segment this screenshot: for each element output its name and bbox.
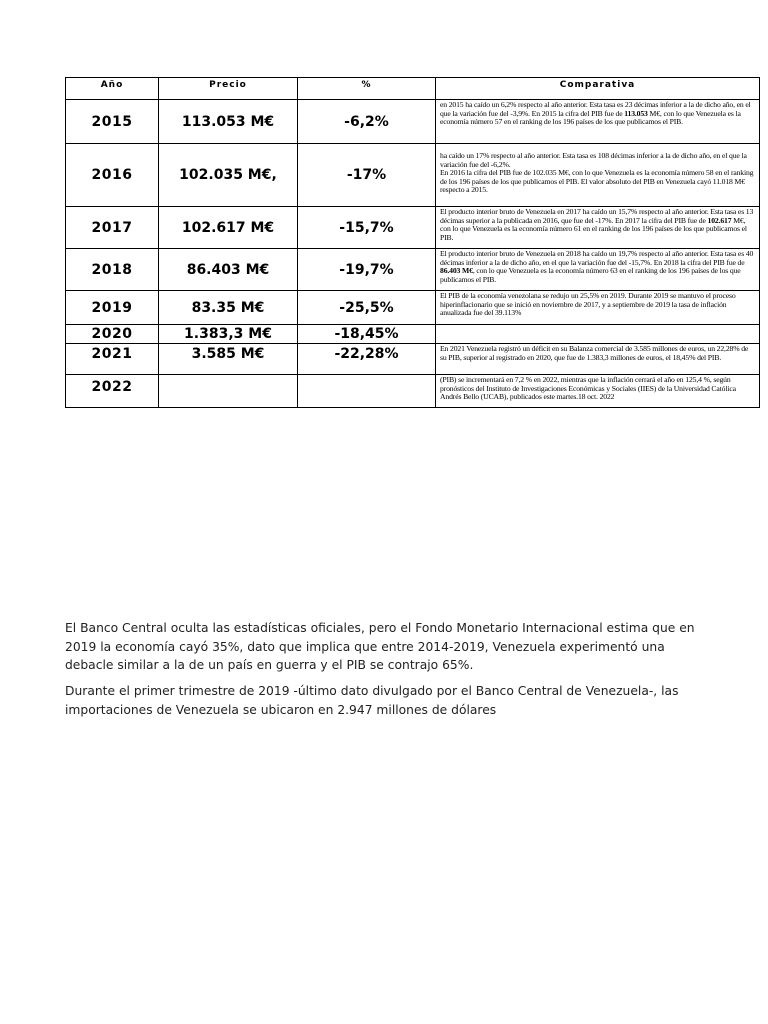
price-cell: 1.383,3 M€: [159, 325, 298, 344]
header-comparison: Comparativa: [436, 78, 760, 100]
percent-cell: -25,5%: [298, 291, 436, 325]
price-cell: 83.35 M€: [159, 291, 298, 325]
year-cell: 2015: [66, 100, 159, 144]
year-cell: 2020: [66, 325, 159, 344]
comparison-text: En 2021 Venezuela registró un déficit en su Balanza comercial de 3.585 millones de euros, un 22,28% de su PIB, superior al registrado en 2020, que fue de 1.383,3 millones de euros, el 18,45% del PIB.: [440, 344, 749, 362]
comparison-bold: 102.617: [707, 215, 732, 225]
comparison-cell: [436, 375, 760, 408]
price-cell: 3.585 M€: [159, 344, 298, 375]
comparison-cell: [436, 144, 760, 207]
year-cell: 2017: [66, 207, 159, 249]
comparison-text: El producto interior bruto de Venezuela en 2017 ha caído un 15,7% respecto al año anterior. Esta tasa es 13 décimas superior a la publicada en 2016, que fue del -17%. En 2017 la cifra del PIB fue de: [440, 207, 754, 225]
comparison-text: El producto interior bruto de Venezuela en 2018 ha caído un 19,7% respecto al año anterior. Esta tasa es 40 décimas inferior a la de dicho año, en el que la variación fue del -15,7%. En 2018 la cifra del PIB fue de: [440, 249, 754, 267]
comparison-bold: 86.403 M€: [440, 266, 473, 276]
price-cell: 86.403 M€: [159, 249, 298, 291]
comparison-text: M€, con lo que Venezuela es la economía número 61 en el ranking de los 196 países de los que publicamos el PIB.: [440, 215, 747, 242]
comparison-text: M€, con lo que Venezuela es la economía número 57 en el ranking de los 196 países de los que publicamos el PIB.: [440, 108, 741, 127]
year-cell: 2019: [66, 291, 159, 325]
year-cell: 2021: [66, 344, 159, 375]
comparison-text: (PIB) se incrementará en 7,2 % en 2022, mientras que la inflación cerrará el año en 125,4 %, según pronósticos del Instituto de Investigaciones Económicas y Sociales (IIES) de la Universidad Católica Andrés Bello (UCAB), publicados este martes.18 oct. 2022: [440, 375, 736, 402]
table-header-row: [66, 78, 760, 100]
percent-cell: [298, 375, 436, 408]
table-row: [66, 325, 760, 344]
comparison-cell: [436, 325, 760, 344]
header-price: Precio: [159, 78, 298, 100]
year-cell: 2018: [66, 249, 159, 291]
percent-cell: -6,2%: [298, 100, 436, 144]
table-row: [66, 207, 760, 249]
comparison-text: El PIB de la economía venezolana se redujo un 25,5% en 2019. Durante 2019 se mantuvo el proceso hiperinflacionario que se inició en noviembre de 2017, y a septiembre de 2019 la tasa de inflación anualizada fue del 39.113%: [440, 291, 736, 318]
percent-cell: -22,28%: [298, 344, 436, 375]
percent-cell: -15,7%: [298, 207, 436, 249]
comparison-text: En 2016 la cifra del PIB fue de 102.035 M€, con lo que Venezuela es la economía número 58 en el ranking de los 196 países de los que publicamos el PIB. El valor absoluto del PIB en Venezuela cayó 11.018 M€ respecto a 2015.: [440, 168, 754, 195]
comparison-cell: [436, 344, 760, 375]
table-row: [66, 344, 760, 375]
comparison-text: ha caído un 17% respecto al año anterior. Esta tasa es 108 décimas inferior a la de dicho año, en el que la variación fue del -6,2%.: [440, 151, 747, 169]
percent-cell: -17%: [298, 144, 436, 207]
table-row: [66, 144, 760, 207]
price-cell: [159, 375, 298, 408]
gdp-table: [65, 77, 760, 408]
comparison-cell: [436, 100, 760, 144]
comparison-cell: [436, 207, 760, 249]
year-cell: 2022: [66, 375, 159, 408]
comparison-text: en 2015 ha caído un 6,2% respecto al año anterior. Esta tasa es 23 décimas inferior a la de dicho año, en el que la variación fue del -3,9%. En 2015 la cifra del PIB fue de: [440, 100, 751, 118]
paragraph-imf-estimate: El Banco Central oculta las estadísticas oficiales, pero el Fondo Monetario Internacional estima que en 2019 la economía cayó 35%, dato que implica que entre 2014-2019, Venezuela experimentó una debacle similar a la de un país en guerra y el PIB se contrajo 65%.: [65, 621, 695, 672]
paragraph-imports: Durante el primer trimestre de 2019 -último dato divulgado por el Banco Central de Venezuela-, las importaciones de Venezuela se ubicaron en 2.947 millones de dólares: [65, 684, 679, 717]
price-cell: 102.617 M€: [159, 207, 298, 249]
table-row: [66, 100, 760, 144]
year-cell: 2016: [66, 144, 159, 207]
comparison-text: , con lo que Venezuela es la economía número 63 en el ranking de los 196 países de los que publicamos el PIB.: [440, 266, 741, 284]
percent-cell: -19,7%: [298, 249, 436, 291]
header-percent: %: [298, 78, 436, 100]
comparison-cell: [436, 291, 760, 325]
price-cell: 102.035 M€,: [159, 144, 298, 207]
price-cell: 113.053 M€: [159, 100, 298, 144]
table-row: [66, 291, 760, 325]
percent-cell: -18,45%: [298, 325, 436, 344]
table-row: [66, 249, 760, 291]
comparison-bold: 113.053: [624, 108, 648, 118]
table-row: [66, 375, 760, 408]
comparison-cell: [436, 249, 760, 291]
header-year: Año: [66, 78, 159, 100]
